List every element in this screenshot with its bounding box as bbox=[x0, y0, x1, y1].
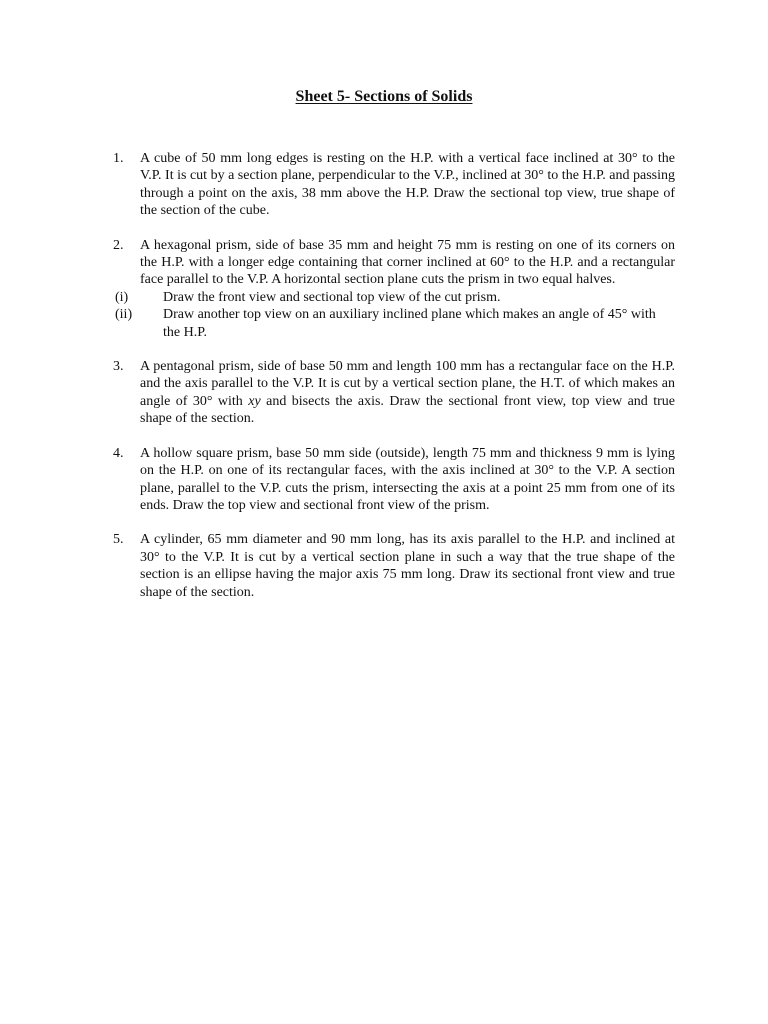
question-text: A hollow square prism, base 50 mm side (outside), length 75 mm and thickness 9 mm is lying on the H.P. on one of its rectangular faces, with the axis inclined at 30° to the V.P. A section plane, parallel to the V.P. cuts the prism, intersecting the axis at a point 25 mm from one of its ends. Draw the top view and sectional front view of the prism. bbox=[140, 445, 675, 513]
question-text-part: A pentagonal prism, side of base 50 mm and length 100 mm has a rectangular face on the H.P. and the axis parallel to the V.P. It is cut by a vertical section plane, the H.T. of which makes an angle of 30° with bbox=[140, 359, 675, 409]
page-title: Sheet 5- Sections of Solids bbox=[295, 88, 473, 105]
xy-line-label: xy bbox=[248, 393, 261, 409]
question-item bbox=[113, 358, 675, 428]
sub-question-item bbox=[113, 289, 675, 306]
question-text bbox=[140, 358, 675, 428]
sub-question-number: (ii) bbox=[115, 307, 133, 323]
question-number: 5. bbox=[113, 532, 124, 548]
question-number: 4. bbox=[113, 445, 124, 461]
question-item bbox=[113, 237, 675, 341]
question-text-part: and bisects the axis. Draw the sectional front view, top view and true shape of the section. bbox=[140, 393, 675, 427]
question-item bbox=[113, 150, 675, 220]
question-item bbox=[113, 445, 675, 515]
sub-question-text: Draw the front view and sectional top view of the cut prism. bbox=[163, 289, 501, 305]
sub-question-text: Draw another top view on an auxiliary inclined plane which makes an angle of 45° with the H.P. bbox=[163, 307, 656, 340]
sub-question-number: (i) bbox=[115, 289, 129, 305]
sub-question-item bbox=[113, 306, 675, 341]
question-text: A cube of 50 mm long edges is resting on the H.P. with a vertical face inclined at 30° to the V.P. It is cut by a section plane, perpendicular to the V.P., inclined at 30° to the H.P. and passing through a point on the axis, 38 mm above the H.P. Draw the sectional top view, true shape of the section of the cube. bbox=[140, 151, 675, 219]
question-text: A hexagonal prism, side of base 35 mm and height 75 mm is resting on one of its corners on the H.P. with a longer edge containing that corner inclined at 60° to the H.P. and a rectangular face parallel to the V.P. A horizontal section plane cuts the prism in two equal halves. bbox=[140, 237, 675, 288]
question-item bbox=[113, 531, 675, 601]
question-number: 2. bbox=[113, 237, 124, 253]
question-number: 1. bbox=[113, 151, 124, 166]
sub-question-list bbox=[113, 289, 675, 341]
question-text: A cylinder, 65 mm diameter and 90 mm long, has its axis parallel to the H.P. and inclined at 30° to the V.P. It is cut by a vertical section plane in such a way that the true shape of the section is an ellipse having the major axis 75 mm long. Draw its sectional front view and true shape of the section. bbox=[140, 532, 675, 600]
question-list bbox=[113, 150, 675, 618]
question-number: 3. bbox=[113, 359, 124, 375]
